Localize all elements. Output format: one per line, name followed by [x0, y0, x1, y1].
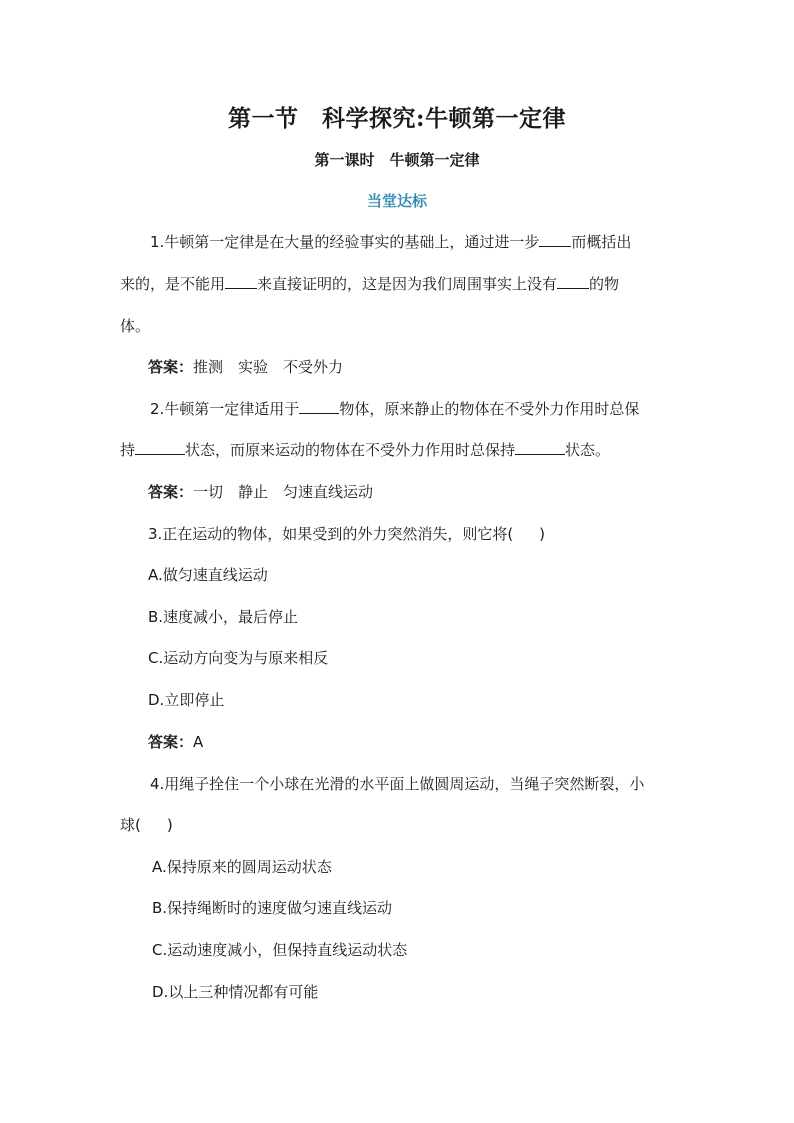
answer-blank	[539, 232, 571, 247]
question-3-option-a: A.做匀速直线运动	[148, 566, 268, 584]
answer-2: 答案：一切 静止 匀速直线运动	[148, 483, 374, 501]
question-4-option-a: A.保持原来的圆周运动状态	[152, 858, 332, 876]
question-3-option-b: B.速度减小，最后停止	[148, 608, 299, 626]
answer-3: 答案：A	[148, 733, 204, 751]
answer-1: 答案：推测 实验 不受外力	[148, 358, 344, 376]
answer-label: 答案：	[148, 733, 194, 751]
question-4-option-d: D.以上三种情况都有可能	[152, 983, 319, 1001]
answer-label: 答案：	[148, 358, 194, 376]
question-2-line-2: 持 状态，而原来运动的物体在不受外力作用时总保持 状态。	[120, 441, 611, 459]
question-1-line-2: 来的，是不能用 来直接证明的，这是因为我们周围事实上没有 的物	[120, 275, 620, 293]
answer-blank	[135, 440, 185, 455]
answer-blank	[225, 274, 257, 289]
question-2-line-1: 2.牛顿第一定律适用于 物体，原来静止的物体在不受外力作用时总保	[150, 400, 640, 418]
page-title: 第一节 科学探究:牛顿第一定律	[228, 105, 566, 132]
answer-blank	[515, 440, 565, 455]
question-4-option-c: C.运动速度减小，但保持直线运动状态	[152, 941, 408, 959]
page-subtitle: 第一课时 牛顿第一定律	[314, 151, 480, 169]
answer-blank	[299, 399, 339, 414]
question-3-stem: 3.正在运动的物体，如果受到的外力突然消失，则它将( )	[148, 525, 546, 543]
question-3-option-d: D.立即停止	[148, 691, 225, 709]
question-4-line-2: 球( )	[120, 816, 173, 834]
question-1-line-1: 1.牛顿第一定律是在大量的经验事实的基础上，通过进一步 而概括出	[150, 233, 632, 251]
answer-label: 答案：	[148, 483, 194, 501]
section-heading: 当堂达标	[366, 192, 427, 210]
answer-blank	[557, 274, 589, 289]
question-3-option-c: C.运动方向变为与原来相反	[148, 649, 329, 667]
question-4-line-1: 4.用绳子拴住一个小球在光滑的水平面上做圆周运动，当绳子突然断裂，小	[150, 775, 645, 793]
question-4-option-b: B.保持绳断时的速度做匀速直线运动	[152, 899, 393, 917]
question-1-line-3: 体。	[120, 317, 151, 335]
